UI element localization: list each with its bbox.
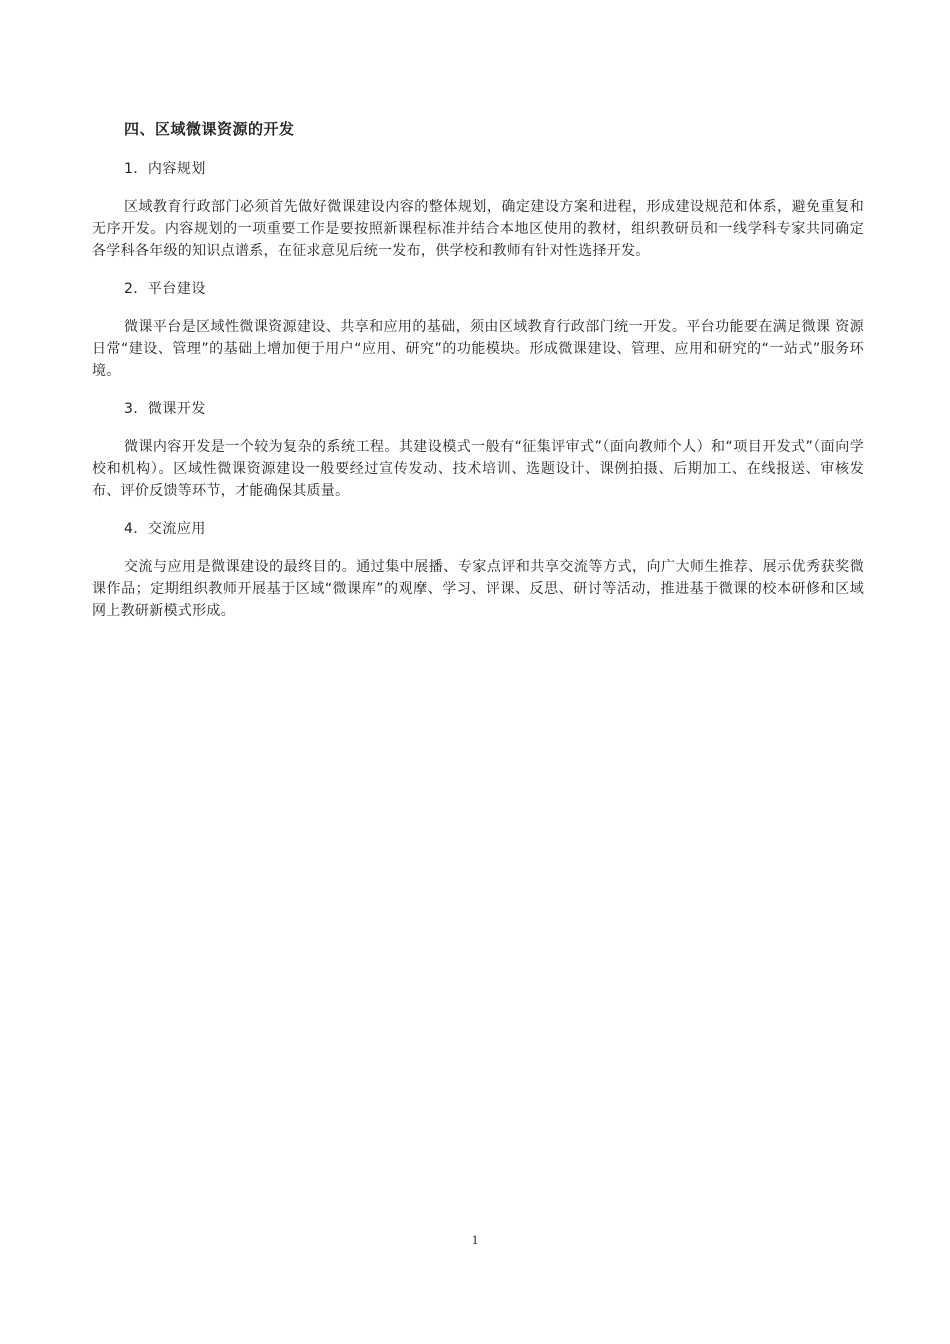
- subsection-heading-exchange-application: 4．交流应用: [124, 521, 206, 537]
- paragraph-content-planning: 区域教育行政部门必须首先做好微课建设内容的整体规划，确定建设方案和进程，形成建设规范和体系，避免重复和无序开发。内容规划的一项重要工作是要按照新课程标准并结合本地区使用的教材，组织教研员和一线学科专家共同确定各学科各年级的知识点谱系，在征求意见后统一发布，供学校和教师有针对性选择开发。: [92, 199, 864, 259]
- paragraph-platform-building: 微课平台是区域性微课资源建设、共享和应用的基础，须由区域教育行政部门统一开发。平台功能要在满足微课 资源日常“建设、管理”的基础上增加便于用户“应用、研究”的功能模块。形成微课建设、管理、应用和研究的“一站式”服务环境。: [92, 319, 864, 379]
- section-title: 四、区域微课资源的开发: [124, 120, 295, 138]
- paragraph-exchange-application: 交流与应用是微课建设的最终目的。通过集中展播、专家点评和共享交流等方式，向广大师生推荐、展示优秀获奖微课作品；定期组织教师开展基于区域“微课库”的观摩、学习、评课、反思、研讨等活动，推进基于微课的校本研修和区域网上教研新模式形成。: [92, 559, 864, 619]
- page-number: 1: [471, 1232, 479, 1247]
- subsection-heading-platform-building: 2．平台建设: [124, 281, 206, 297]
- subsection-heading-microlesson-development: 3．微课开发: [124, 401, 206, 417]
- paragraph-microlesson-development: 微课内容开发是一个较为复杂的系统工程。其建设模式一般有“征集评审式”（面向教师个人）和“项目开发式”（面向学校和机构）。区域性微课资源建设一般要经过宣传发动、技术培训、选题设计、课例拍摄、后期加工、在线报送、审核发布、评价反馈等环节，才能确保其质量。: [92, 439, 864, 499]
- document-body: [92, 116, 864, 636]
- subsection-heading-content-planning: 1．内容规划: [124, 161, 206, 177]
